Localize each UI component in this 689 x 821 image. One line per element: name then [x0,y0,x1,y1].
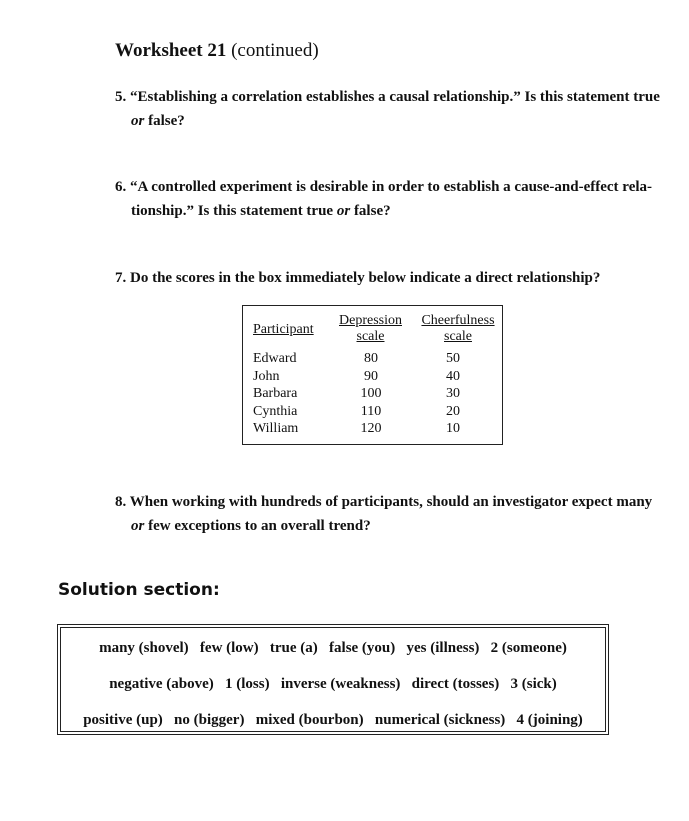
table-row-cheerfulness: 20 [446,403,460,419]
table-row-cheerfulness: 10 [446,421,460,436]
page-title [115,40,319,62]
depression-values [351,350,391,438]
header-cheerfulness: Cheerfulness scale [421,313,495,344]
question-5-line1: 5. “Establishing a correlation establishes a causal relationship.” Is this statement true [115,89,660,105]
solution-row: negative (above) 1 (loss) inverse (weakness) direct (tosses) 3 (sick) [109,676,557,692]
table-row-depression: 80 [364,351,378,366]
solution-row: positive (up) no (bigger) mixed (bourbon) numerical (sickness) 4 (joining) [83,712,583,728]
table-row-name: Edward [253,351,297,366]
table-row-name: Cynthia [253,403,298,419]
question-5-line2: or false? [131,113,185,129]
question-6 [115,175,652,223]
question-7-line1: 7. Do the scores in the box immediately below indicate a direct relationship? [115,270,601,286]
question-8-line2: or few exceptions to an overall trend? [131,518,371,534]
solution-box-inner [60,627,606,732]
question-8-line1: 8. When working with hundreds of participants, should an investigator expect many [115,494,653,510]
table-row-name: John [253,368,280,384]
table-row-cheerfulness: 40 [446,368,460,384]
question-6-line2: tionship.” Is this statement true or false? [131,203,391,219]
header-participant: Participant [253,322,314,337]
question-7 [115,266,600,290]
title-bold: Worksheet 21 [115,40,227,61]
question-5 [115,85,660,133]
participant-names [253,350,298,438]
table-row-cheerfulness: 50 [446,351,460,366]
solution-section-title: Solution section: [58,580,220,600]
cheerfulness-values [438,350,468,438]
header-depression: Depression scale [339,313,402,344]
table-row-depression: 110 [360,403,382,419]
table-row-name: Barbara [253,386,298,401]
solution-row: many (shovel) few (low) true (a) false (you) yes (illness) 2 (someone) [99,640,567,656]
solution-box [57,624,609,735]
table-row-cheerfulness: 30 [446,386,460,401]
table-row-depression: 90 [364,368,378,384]
score-table [242,305,503,445]
title-rest: (continued) [231,40,319,61]
table-row-depression: 100 [360,386,382,401]
table-row-name: William [253,421,299,436]
question-6-line1: 6. “A controlled experiment is desirable in order to establish a cause-and-effect rela- [115,179,653,195]
table-row-depression: 120 [360,421,382,436]
question-8 [115,490,652,538]
